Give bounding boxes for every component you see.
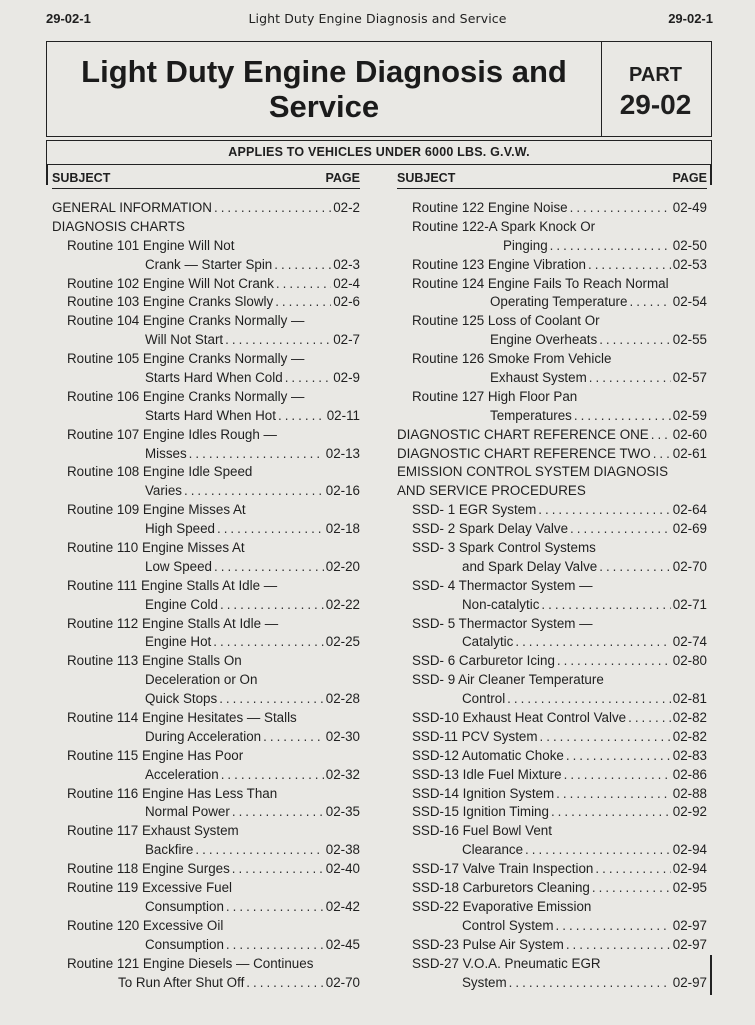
- toc-entry: [397, 917, 707, 936]
- applies-banner: APPLIES TO VEHICLES UNDER 6000 LBS. G.V.W.: [46, 140, 712, 165]
- dot-leader: [556, 785, 671, 804]
- toc-entry-page: 02-18: [325, 521, 360, 537]
- toc-entry-page: 02-22: [325, 596, 360, 612]
- toc-list-left: [52, 199, 360, 992]
- dot-leader: [226, 898, 324, 917]
- toc-entry-page: 02-38: [325, 842, 360, 858]
- dot-leader: [217, 520, 324, 539]
- toc-entry-subject: Varies: [145, 483, 182, 499]
- toc-entry-subject: Routine 122-A Spark Knock Or: [412, 218, 596, 234]
- dot-leader: [226, 936, 324, 955]
- toc-entry-page: 02-40: [325, 861, 360, 877]
- toc-entry: [397, 955, 707, 974]
- toc-entry-page: 02-30: [325, 728, 360, 744]
- toc-entry-page: 02-3: [333, 256, 360, 272]
- toc-entry-subject: Backfire: [145, 842, 194, 858]
- toc-entry-subject: SSD- 4 Thermactor System —: [412, 577, 593, 593]
- part-number: 29-02: [619, 89, 692, 120]
- toc-entry-subject: Routine 126 Smoke From Vehicle: [412, 351, 612, 367]
- toc-entry: [397, 520, 707, 539]
- toc-entry-subject: Routine 122 Engine Noise: [412, 199, 568, 215]
- dot-leader: [214, 199, 331, 218]
- toc-entry-subject: SSD-23 Pulse Air System: [412, 936, 564, 952]
- toc-entry: [52, 331, 360, 350]
- page-heading: PAGE: [325, 171, 360, 185]
- toc-entry: [52, 237, 360, 256]
- dot-leader: [515, 633, 670, 652]
- dot-leader: [651, 426, 671, 445]
- toc-entry-subject: Routine 104 Engine Cranks Normally —: [67, 313, 305, 329]
- toc-entry: [52, 350, 360, 369]
- toc-entry-subject: System: [462, 974, 507, 990]
- toc-entry-subject: Will Not Start: [145, 332, 224, 348]
- toc-entry: [397, 785, 707, 804]
- toc-entry-page: 02-9: [333, 370, 360, 385]
- toc-entry-page: 02-20: [325, 558, 360, 574]
- toc-entry: [397, 690, 707, 709]
- toc-entry: [397, 407, 707, 426]
- toc-entry-subject: SSD- 6 Carburetor Icing: [412, 653, 555, 669]
- toc-entry: [52, 596, 360, 615]
- toc-entry: [397, 615, 707, 634]
- toc-entry: [397, 501, 707, 520]
- box-rule-left: [46, 165, 48, 185]
- toc-entry-page: 02-53: [672, 256, 707, 272]
- dot-leader: [232, 803, 324, 822]
- toc-entry-page: 02-57: [672, 370, 707, 385]
- toc-entry-subject: SSD-17 Valve Train Inspection: [412, 861, 594, 877]
- toc-entry: [52, 388, 360, 407]
- dot-leader: [599, 331, 671, 350]
- box-rule-right: [710, 165, 712, 185]
- dot-leader: [592, 879, 671, 898]
- toc-entry-subject: To Run After Shut Off: [118, 974, 245, 990]
- dot-leader: [184, 482, 324, 501]
- toc-entry-subject: SSD-22 Evaporative Emission: [412, 898, 592, 914]
- toc-entry-subject: Routine 110 Engine Misses At: [67, 540, 245, 556]
- dot-leader: [509, 974, 671, 993]
- toc-entry-subject: Consumption: [145, 898, 224, 914]
- toc-entry-subject: Routine 124 Engine Fails To Reach Normal: [412, 275, 669, 291]
- dot-leader: [566, 747, 671, 766]
- toc-entry-page: 02-81: [672, 691, 707, 707]
- toc-entry-subject: Clearance: [462, 842, 524, 858]
- toc-entry: [397, 766, 707, 785]
- toc-entry: [397, 482, 707, 501]
- toc-entry: [52, 293, 360, 312]
- toc-entry: [52, 312, 360, 331]
- toc-entry: [397, 539, 707, 558]
- toc-entry-subject: SSD-10 Exhaust Heat Control Valve: [412, 710, 627, 726]
- toc-entry-subject: Routine 121 Engine Diesels — Continues: [67, 955, 314, 971]
- toc-entry: [397, 652, 707, 671]
- toc-entry-subject: SSD-18 Carburetors Cleaning: [412, 880, 590, 896]
- subject-heading: SUBJECT: [397, 171, 456, 185]
- toc-entry: [52, 917, 360, 936]
- toc-entry-subject: DIAGNOSTIC CHART REFERENCE ONE: [397, 426, 649, 442]
- dot-leader: [541, 596, 670, 615]
- toc-entry: [397, 199, 707, 218]
- toc-entry-subject: GENERAL INFORMATION: [52, 199, 212, 215]
- document-title-line-2: Service: [268, 89, 380, 124]
- dot-leader: [564, 766, 671, 785]
- toc-entry: [52, 199, 360, 218]
- toc-entry-page: 02-55: [672, 332, 707, 348]
- toc-entry-subject: Routine 120 Excessive Oil: [67, 917, 224, 933]
- toc-entry-page: 02-86: [672, 766, 707, 782]
- toc-entry-subject: Routine 101 Engine Will Not: [67, 237, 235, 253]
- toc-entry-page: 02-94: [672, 842, 707, 858]
- toc-entry: [52, 955, 360, 974]
- toc-entry-page: 02-7: [333, 332, 360, 348]
- toc-entry-subject: Routine 106 Engine Cranks Normally —: [67, 388, 305, 404]
- toc-entry: [397, 331, 707, 350]
- toc-entry: [397, 445, 707, 464]
- dot-leader: [219, 690, 324, 709]
- toc-entry-page: 02-61: [672, 445, 707, 461]
- toc-entry-subject: Normal Power: [145, 804, 230, 820]
- dot-leader: [557, 652, 671, 671]
- dot-leader: [595, 860, 670, 879]
- page-number-right: 29-02-1: [668, 11, 713, 26]
- toc-entry-subject: AND SERVICE PROCEDURES: [397, 483, 586, 499]
- toc-entry-subject: High Speed: [145, 521, 215, 537]
- toc-entry: [52, 633, 360, 652]
- toc-entry-subject: SSD- 1 EGR System: [412, 502, 537, 518]
- dot-leader: [220, 596, 324, 615]
- bottom-rule-right: [710, 955, 712, 995]
- toc-entry: [52, 520, 360, 539]
- toc-entry-subject: Routine 102 Engine Will Not Crank: [67, 275, 274, 291]
- toc-entry-subject: Catalytic: [462, 634, 514, 650]
- running-title: Light Duty Engine Diagnosis and Service: [248, 11, 507, 26]
- dot-leader: [574, 407, 671, 426]
- toc-entry-page: 02-97: [672, 974, 707, 990]
- dot-leader: [599, 558, 671, 577]
- toc-entry-page: 02-97: [672, 917, 707, 933]
- toc-entry-subject: Routine 105 Engine Cranks Normally —: [67, 351, 305, 367]
- dot-leader: [628, 709, 671, 728]
- dot-leader: [221, 766, 324, 785]
- toc-entry-page: 02-70: [672, 558, 707, 574]
- toc-entry: [397, 293, 707, 312]
- toc-entry-page: 02-82: [672, 710, 707, 726]
- toc-entry: [397, 974, 707, 993]
- toc-entry-page: 02-69: [672, 521, 707, 537]
- toc-entry-subject: Operating Temperature: [490, 294, 628, 310]
- toc-entry: [397, 709, 707, 728]
- toc-entry: [397, 936, 707, 955]
- toc-entry: [52, 841, 360, 860]
- toc-entry: [52, 558, 360, 577]
- toc-entry-page: 02-2: [333, 199, 360, 215]
- dot-leader: [566, 936, 671, 955]
- toc-entry-subject: Routine 114 Engine Hesitates — Stalls: [67, 710, 297, 726]
- dot-leader: [525, 841, 671, 860]
- toc-entry-subject: SSD-11 PCV System: [412, 728, 538, 744]
- subject-heading: SUBJECT: [52, 171, 111, 185]
- toc-entry-page: 02-83: [672, 747, 707, 763]
- toc-entry-subject: SSD-14 Ignition System: [412, 785, 555, 801]
- toc-right-column: [397, 168, 707, 992]
- toc-entry-subject: SSD-27 V.O.A. Pneumatic EGR: [412, 955, 601, 971]
- toc-entry-subject: Routine 108 Engine Idle Speed: [67, 464, 253, 480]
- toc-entry-subject: Engine Overheats: [490, 332, 598, 348]
- toc-entry: [397, 747, 707, 766]
- toc-entry-subject: Routine 103 Engine Cranks Slowly: [67, 294, 274, 310]
- document-title-line-1: Light Duty Engine Diagnosis and: [81, 54, 567, 89]
- toc-entry-subject: Starts Hard When Hot: [145, 407, 276, 423]
- toc-entry: [397, 256, 707, 275]
- toc-entry-page: 02-71: [672, 596, 707, 612]
- toc-entry-subject: Routine 123 Engine Vibration: [412, 256, 586, 272]
- toc-entry-subject: Routine 125 Loss of Coolant Or: [412, 313, 600, 329]
- toc-entry-page: 02-25: [325, 634, 360, 650]
- toc-list-right: [397, 199, 707, 992]
- toc-entry-subject: SSD-15 Ignition Timing: [412, 804, 549, 820]
- toc-entry-subject: SSD- 3 Spark Control Systems: [412, 540, 596, 556]
- toc-entry: [52, 407, 360, 426]
- toc-entry-subject: DIAGNOSIS CHARTS: [52, 218, 185, 234]
- dot-leader: [189, 445, 324, 464]
- toc-entry-page: 02-74: [672, 634, 707, 650]
- toc-entry: [52, 482, 360, 501]
- toc-entry: [52, 445, 360, 464]
- toc-entry-subject: Routine 111 Engine Stalls At Idle —: [67, 577, 278, 593]
- toc-entry-page: 02-28: [325, 691, 360, 707]
- dot-leader: [195, 841, 323, 860]
- dot-leader: [225, 331, 331, 350]
- toc-entry: [397, 822, 707, 841]
- toc-entry: [397, 237, 707, 256]
- toc-entry: [52, 426, 360, 445]
- dot-leader: [274, 256, 331, 275]
- toc-entry-subject: Routine 117 Exhaust System: [67, 823, 239, 839]
- toc-entry: [397, 804, 707, 823]
- toc-entry-subject: Deceleration or On: [145, 672, 258, 688]
- dot-leader: [278, 407, 325, 426]
- toc-entry-page: 02-16: [325, 483, 360, 499]
- toc-entry-subject: Routine 113 Engine Stalls On: [67, 653, 242, 669]
- toc-entry: [52, 275, 360, 294]
- toc-entry-page: 02-92: [672, 804, 707, 820]
- toc-entry: [52, 539, 360, 558]
- toc-entry-page: 02-35: [325, 804, 360, 820]
- column-header: [397, 168, 707, 189]
- toc-entry: [52, 766, 360, 785]
- toc-entry-subject: EMISSION CONTROL SYSTEM DIAGNOSIS: [397, 464, 669, 480]
- toc-entry: [397, 898, 707, 917]
- page-number-left: 29-02-1: [46, 11, 91, 26]
- toc-entry: [397, 860, 707, 879]
- dot-leader: [232, 860, 324, 879]
- document-title: [47, 42, 602, 136]
- toc-entry-page: 02-59: [672, 407, 707, 423]
- dot-leader: [246, 974, 323, 993]
- toc-entry-subject: Control: [462, 691, 506, 707]
- toc-entry: [52, 879, 360, 898]
- dot-leader: [629, 293, 670, 312]
- toc-entry-subject: Control System: [462, 917, 554, 933]
- toc-entry-page: 02-95: [672, 880, 707, 896]
- toc-entry: [52, 728, 360, 747]
- toc-entry-subject: Routine 127 High Floor Pan: [412, 388, 578, 404]
- dot-leader: [276, 275, 331, 294]
- dot-leader: [263, 728, 324, 747]
- dot-leader: [214, 558, 324, 577]
- toc-entry-subject: and Spark Delay Valve: [462, 558, 598, 574]
- toc-entry: [397, 633, 707, 652]
- toc-entry: [52, 709, 360, 728]
- toc-entry-page: 02-97: [672, 936, 707, 952]
- toc-entry-subject: SSD- 5 Thermactor System —: [412, 615, 593, 631]
- toc-entry: [52, 785, 360, 804]
- toc-entry: [52, 804, 360, 823]
- toc-entry-page: 02-70: [325, 974, 360, 990]
- toc-entry-page: 02-32: [325, 766, 360, 782]
- toc-entry-subject: Pinging: [503, 237, 548, 253]
- toc-entry: [397, 312, 707, 331]
- part-label: PART: [629, 64, 682, 86]
- toc-entry: [52, 577, 360, 596]
- dot-leader: [570, 520, 671, 539]
- dot-leader: [570, 199, 671, 218]
- toc-entry: [52, 671, 360, 690]
- toc-entry-page: 02-50: [672, 237, 707, 253]
- toc-entry: [397, 463, 707, 482]
- toc-entry: [397, 671, 707, 690]
- toc-entry-subject: Engine Hot: [145, 634, 212, 650]
- toc-entry-subject: During Acceleration: [145, 728, 262, 744]
- toc-entry-subject: SSD- 2 Spark Delay Valve: [412, 521, 569, 537]
- toc-entry: [52, 218, 360, 237]
- toc-entry-subject: Engine Cold: [145, 596, 218, 612]
- toc-entry-subject: Acceleration: [145, 766, 219, 782]
- toc-entry: [397, 426, 707, 445]
- dot-leader: [507, 690, 671, 709]
- toc-entry-page: 02-88: [672, 785, 707, 801]
- toc-entry-subject: Routine 112 Engine Stalls At Idle —: [67, 615, 279, 631]
- toc-entry: [52, 369, 360, 388]
- column-header: [52, 168, 360, 189]
- toc-entry: [52, 463, 360, 482]
- toc-entry-page: 02-82: [672, 728, 707, 744]
- toc-entry: [52, 860, 360, 879]
- toc-entry-subject: DIAGNOSTIC CHART REFERENCE TWO: [397, 445, 651, 461]
- dot-leader: [275, 293, 331, 312]
- toc-entry-subject: Misses: [145, 445, 187, 461]
- toc-entry-page: 02-6: [333, 294, 360, 310]
- dot-leader: [285, 369, 332, 388]
- toc-left-column: [52, 168, 360, 992]
- toc-entry-page: 02-64: [672, 502, 707, 518]
- toc-entry-subject: Low Speed: [145, 558, 213, 574]
- dot-leader: [550, 237, 671, 256]
- toc-entry-subject: Routine 107 Engine Idles Rough —: [67, 426, 277, 442]
- toc-entry-page: 02-42: [325, 898, 360, 914]
- dot-leader: [538, 501, 670, 520]
- toc-entry-subject: Routine 118 Engine Surges: [67, 861, 230, 877]
- toc-entry: [52, 974, 360, 993]
- toc-entry-page: 02-80: [672, 653, 707, 669]
- toc-entry: [52, 615, 360, 634]
- dot-leader: [551, 803, 671, 822]
- dot-leader: [588, 256, 671, 275]
- toc-entry: [52, 256, 360, 275]
- toc-entry-subject: Exhaust System: [490, 370, 587, 385]
- dot-leader: [540, 728, 671, 747]
- toc-entry-subject: SSD-12 Automatic Choke: [412, 747, 564, 763]
- toc-entry-subject: SSD-16 Fuel Bowl Vent: [412, 823, 552, 839]
- toc-entry-subject: Consumption: [145, 936, 224, 952]
- toc-entry: [52, 747, 360, 766]
- toc-entry: [52, 936, 360, 955]
- toc-entry-subject: Routine 115 Engine Has Poor: [67, 747, 244, 763]
- dot-leader: [653, 445, 671, 464]
- toc-entry-page: 02-54: [672, 294, 707, 310]
- toc-entry-page: 02-49: [672, 199, 707, 215]
- part-box: [600, 42, 711, 136]
- toc-entry-subject: Routine 109 Engine Misses At: [67, 502, 246, 518]
- toc-entry-subject: Routine 119 Excessive Fuel: [67, 880, 232, 896]
- toc-entry: [52, 822, 360, 841]
- toc-entry: [397, 369, 707, 388]
- toc-entry: [52, 898, 360, 917]
- toc-entry: [397, 596, 707, 615]
- dot-leader: [213, 633, 323, 652]
- toc-entry-page: 02-94: [672, 861, 707, 877]
- toc-entry: [52, 501, 360, 520]
- title-box: [46, 41, 712, 137]
- dot-leader: [556, 917, 671, 936]
- toc-entry: [397, 728, 707, 747]
- toc-entry-subject: SSD- 9 Air Cleaner Temperature: [412, 672, 604, 688]
- toc-entry-page: 02-11: [326, 407, 360, 423]
- toc-entry: [397, 577, 707, 596]
- toc-entry-subject: Routine 116 Engine Has Less Than: [67, 785, 278, 801]
- toc-entry-page: 02-45: [325, 936, 360, 952]
- toc-entry-page: 02-4: [333, 275, 360, 291]
- toc-entry: [397, 841, 707, 860]
- toc-entry-subject: SSD-13 Idle Fuel Mixture: [412, 766, 562, 782]
- toc-entry: [397, 275, 707, 294]
- toc-entry: [52, 652, 360, 671]
- toc-entry-subject: Non-catalytic: [462, 596, 540, 612]
- toc-entry-page: 02-60: [672, 426, 707, 442]
- toc-entry-subject: Temperatures: [490, 407, 572, 423]
- page-heading: PAGE: [672, 171, 707, 185]
- page-header: [0, 0, 755, 34]
- toc-entry: [397, 218, 707, 237]
- toc-entry: [397, 350, 707, 369]
- dot-leader: [589, 369, 671, 388]
- toc-entry-subject: Quick Stops: [145, 691, 218, 707]
- toc-entry: [397, 558, 707, 577]
- toc-entry: [52, 690, 360, 709]
- toc-entry: [397, 388, 707, 407]
- toc-entry: [397, 879, 707, 898]
- toc-entry-subject: Starts Hard When Cold: [145, 370, 283, 385]
- toc-entry-page: 02-13: [325, 445, 360, 461]
- toc-entry-subject: Crank — Starter Spin: [145, 256, 273, 272]
